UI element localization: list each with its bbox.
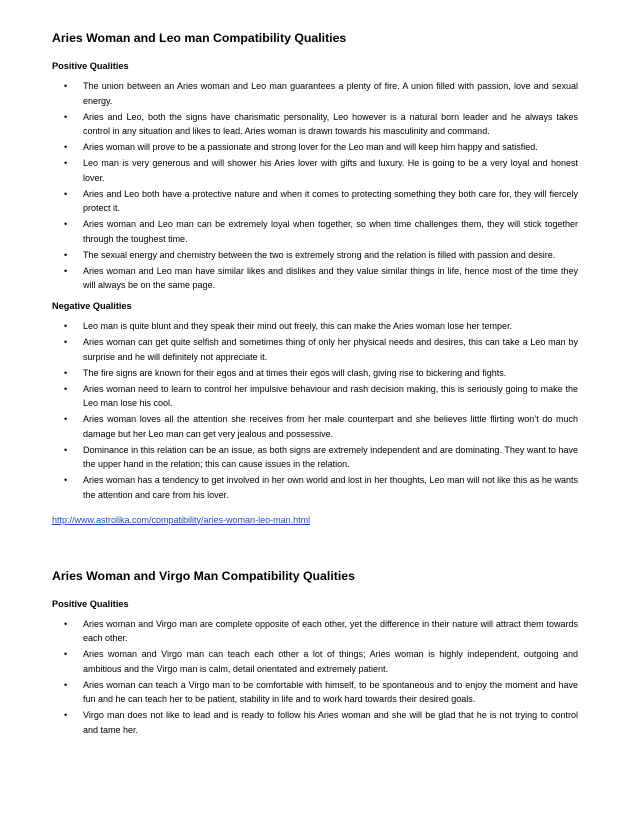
bullet-icon: • — [64, 265, 68, 276]
list-item: • Aries woman can get quite selfish and sometimes thing of only her physical needs and desires, this can take a Leo man by surprise and he will definitely not appreciate it. — [64, 337, 578, 362]
list-item: • Aries and Leo both have a protective nature and when it comes to protecting something they both care for, they will fiercely protect it. — [64, 188, 578, 214]
section1-positive-label: Positive Qualities — [52, 61, 129, 71]
section1-positive-list — [52, 79, 578, 293]
bullet-icon: • — [64, 383, 68, 394]
bullet-icon: • — [64, 475, 68, 486]
section1-title: Aries Woman and Leo man Compatibility Qualities — [52, 31, 347, 45]
bullet-icon: • — [64, 142, 68, 153]
list-item: • Aries woman will prove to be a passionate and strong lover for the Leo man and will keep him happy and satisfied. — [52, 140, 578, 155]
list-item: • The sexual energy and chemistry between the two is extremely strong and the relation is filled with passion and desire. — [52, 248, 578, 263]
list-item: • Aries woman and Virgo man can teach each other a lot of things; Aries woman is highly independent, outgoing and ambitious and the Virgo man is calm, detail orientated and extremely patient. — [64, 649, 578, 674]
section1-negative-list — [52, 319, 578, 502]
section1-negative-label: Negative Qualities — [52, 301, 132, 312]
list-item: • The union between an Aries woman and Leo man guarantees a plenty of fire. A union filled with passion, love and sexual energy. — [64, 81, 578, 106]
list-item: • Virgo man does not like to lead and is ready to follow his Aries woman and she will be glad that he is not trying to control and tame her. — [64, 710, 578, 735]
list-item: • Leo man is very generous and will shower his Aries lover with gifts and luxury. He is going to be a very loyal and honest lover. — [64, 158, 578, 183]
section2-title: Aries Woman and Virgo Man Compatibility Qualities — [52, 568, 355, 583]
bullet-icon: • — [64, 618, 68, 629]
bullet-icon: • — [64, 444, 68, 455]
list-item: • Aries woman and Leo man have similar likes and dislikes and they value similar things in life, hence most of the time they will always be on the same page. — [64, 265, 578, 291]
bullet-icon: • — [64, 414, 68, 425]
bullet-icon: • — [64, 367, 68, 378]
list-item: • Aries woman can teach a Virgo man to be comfortable with himself, to be spontaneous and to enjoy the moment and have fun and he can teach her to be patient, stability in life and to work hard towards their desired goals. — [64, 679, 578, 705]
bullet-icon: • — [64, 649, 68, 660]
source-link[interactable]: http://www.astrolika.com/compatibility/aries-woman-leo-man.html — [52, 514, 311, 525]
list-item: • Aries woman and Leo man can be extremely loyal when together, so when time challenges them, they will stick together through the toughest time. — [64, 219, 578, 244]
bullet-icon: • — [64, 337, 68, 348]
bullet-icon: • — [64, 81, 68, 91]
list-item: • Aries and Leo, both the signs have charismatic personality, Leo however is a natural born leader and he always takes control in any situation and likes to lead. Aries woman is drawn towards his masculinity and command. — [64, 111, 578, 137]
list-item: • Aries woman need to learn to control her impulsive behaviour and rash decision making, this is seriously going to make the Leo man lose his cool. — [64, 383, 578, 409]
bullet-icon: • — [64, 111, 68, 122]
bullet-icon: • — [64, 249, 68, 260]
section2-positive-label: Positive Qualities — [52, 598, 129, 609]
bullet-icon: • — [64, 219, 68, 230]
list-item: • Leo man is quite blunt and they speak their mind out freely, this can make the Aries woman lose her temper. — [52, 319, 578, 334]
list-item: • Dominance in this relation can be an issue, as both signs are extremely independent and are dominating. They want to have the upper hand in the relation; this can cause issues in the relation. — [64, 444, 578, 470]
bullet-icon: • — [64, 710, 68, 721]
list-item: • Aries woman and Virgo man are complete opposite of each other, yet the difference in their nature will attract them towards each other. — [64, 618, 578, 644]
bullet-icon: • — [64, 321, 68, 332]
section2-positive-list — [52, 617, 578, 738]
bullet-icon: • — [64, 679, 68, 690]
list-item: • Aries woman has a tendency to get involved in her own world and lost in her thoughts, Leo man will not like this as he wants the attention and care from his lover. — [64, 475, 578, 500]
list-item: • Aries woman loves all the attention she receives from her male counterpart and she believes little flirting won’t do much damage but her Leo man can get very jealous and possessive. — [64, 414, 578, 439]
bullet-icon: • — [64, 188, 68, 199]
list-item: • The fire signs are known for their egos and at times their egos will clash, giving rise to bickering and fights. — [52, 366, 578, 381]
bullet-icon: • — [64, 158, 68, 169]
